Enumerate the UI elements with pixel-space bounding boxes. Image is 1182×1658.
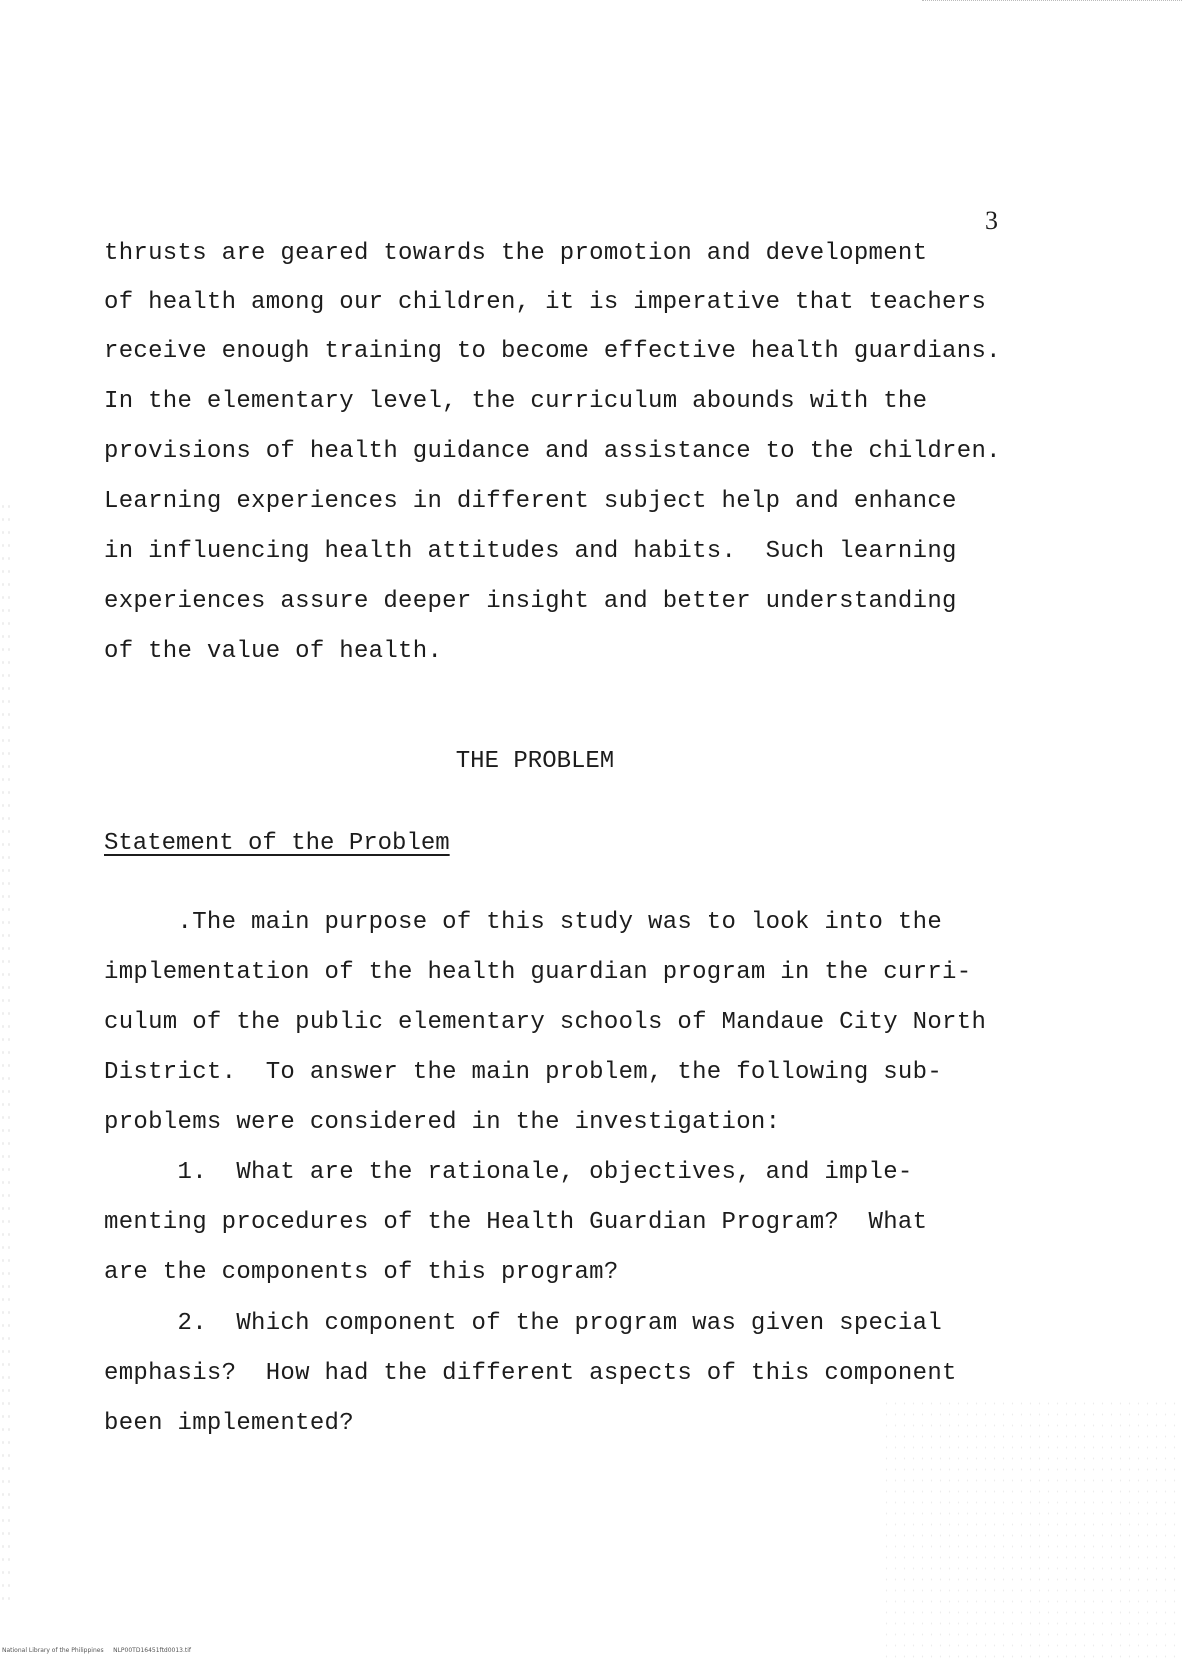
body-line: .The main purpose of this study was to look into the [104,909,943,936]
body-line: problems were considered in the investigation: [104,1109,781,1136]
section-heading: THE PROBLEM [455,748,615,775]
body-line: culum of the public elementary schools of Mandaue City North [104,1009,987,1036]
body-line: emphasis? How had the different aspects of this component [104,1360,957,1387]
intro-line: receive enough training to become effective health guardians. [104,338,1001,365]
body-line: menting procedures of the Health Guardian Program? What [104,1209,928,1236]
intro-line: thrusts are geared towards the promotion and development [104,240,928,267]
intro-line: In the elementary level, the curriculum abounds with the [104,388,928,415]
body-line: are the components of this program? [104,1259,619,1286]
subsection-heading: Statement of the Problem [104,830,450,857]
intro-line: Learning experiences in different subject help and enhance [104,488,957,515]
page-number: 3 [985,206,998,235]
body-line: implementation of the health guardian program in the curri- [104,959,972,986]
body-line: been implemented? [104,1410,354,1437]
scan-noise-bottom [882,1398,1182,1658]
body-line: 2. Which component of the program was given special [104,1310,943,1337]
intro-line: experiences assure deeper insight and better understanding [104,588,957,615]
scan-footer-caption: National Library of the Philippines NLP00TD16451ftd0013.tif [2,1647,192,1654]
intro-line: in influencing health attitudes and habits. Such learning [104,538,957,565]
intro-line: of the value of health. [104,638,443,665]
body-line: District. To answer the main problem, the following sub- [104,1059,943,1086]
intro-line: of health among our children, it is imperative that teachers [104,289,987,316]
intro-line: provisions of health guidance and assistance to the children. [104,438,1001,465]
scan-edge-mark [922,0,1182,7]
scan-noise-left [0,500,10,1600]
body-line: 1. What are the rationale, objectives, and imple- [104,1159,913,1186]
